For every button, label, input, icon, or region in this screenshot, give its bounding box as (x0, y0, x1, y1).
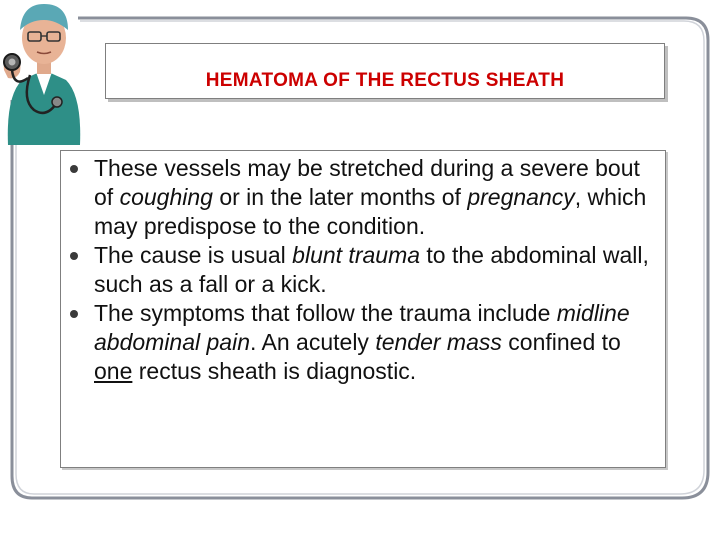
doctor-with-stethoscope-icon (0, 0, 100, 145)
bullet-list (61, 154, 654, 386)
bullet-text-segment: coughing (119, 184, 213, 210)
slide-title: HEMATOMA OF THE RECTUS SHEATH (205, 70, 565, 91)
bullet-text-segment: or in the later months of (212, 184, 468, 210)
bullet-item (61, 241, 654, 299)
bullet-dot-icon (70, 310, 78, 318)
bullet-text-segment: to the abdominal wall, such as a fall or a kick. (94, 242, 649, 297)
bullet-text-segment: The cause is usual (94, 242, 293, 268)
bullet-text-segment: . An acutely (250, 329, 376, 355)
bullet-text-segment: blunt trauma (292, 242, 421, 268)
bullet-dot-icon (70, 252, 78, 260)
bullet-text-segment: rectus sheath is diagnostic. (132, 358, 417, 384)
bullet-text-segment: tender mass (375, 329, 502, 355)
content-box (60, 150, 666, 468)
bullet-text-segment: midline abdominal pain (94, 300, 630, 355)
bullet-text-segment: These vessels may be stretched during a severe bout of (94, 155, 640, 210)
bullet-item (61, 299, 654, 386)
bullet-text-segment: , which may predispose to the condition. (94, 184, 647, 239)
bullet-text-segment: one (94, 358, 133, 384)
bullet-dot-icon (70, 165, 78, 173)
bullet-item (61, 154, 654, 241)
bullet-text-segment: The symptoms that follow the trauma include (94, 300, 557, 326)
bullet-text-segment: confined to (501, 329, 621, 355)
bullet-text-segment: pregnancy (467, 184, 575, 210)
title-box (105, 43, 665, 99)
